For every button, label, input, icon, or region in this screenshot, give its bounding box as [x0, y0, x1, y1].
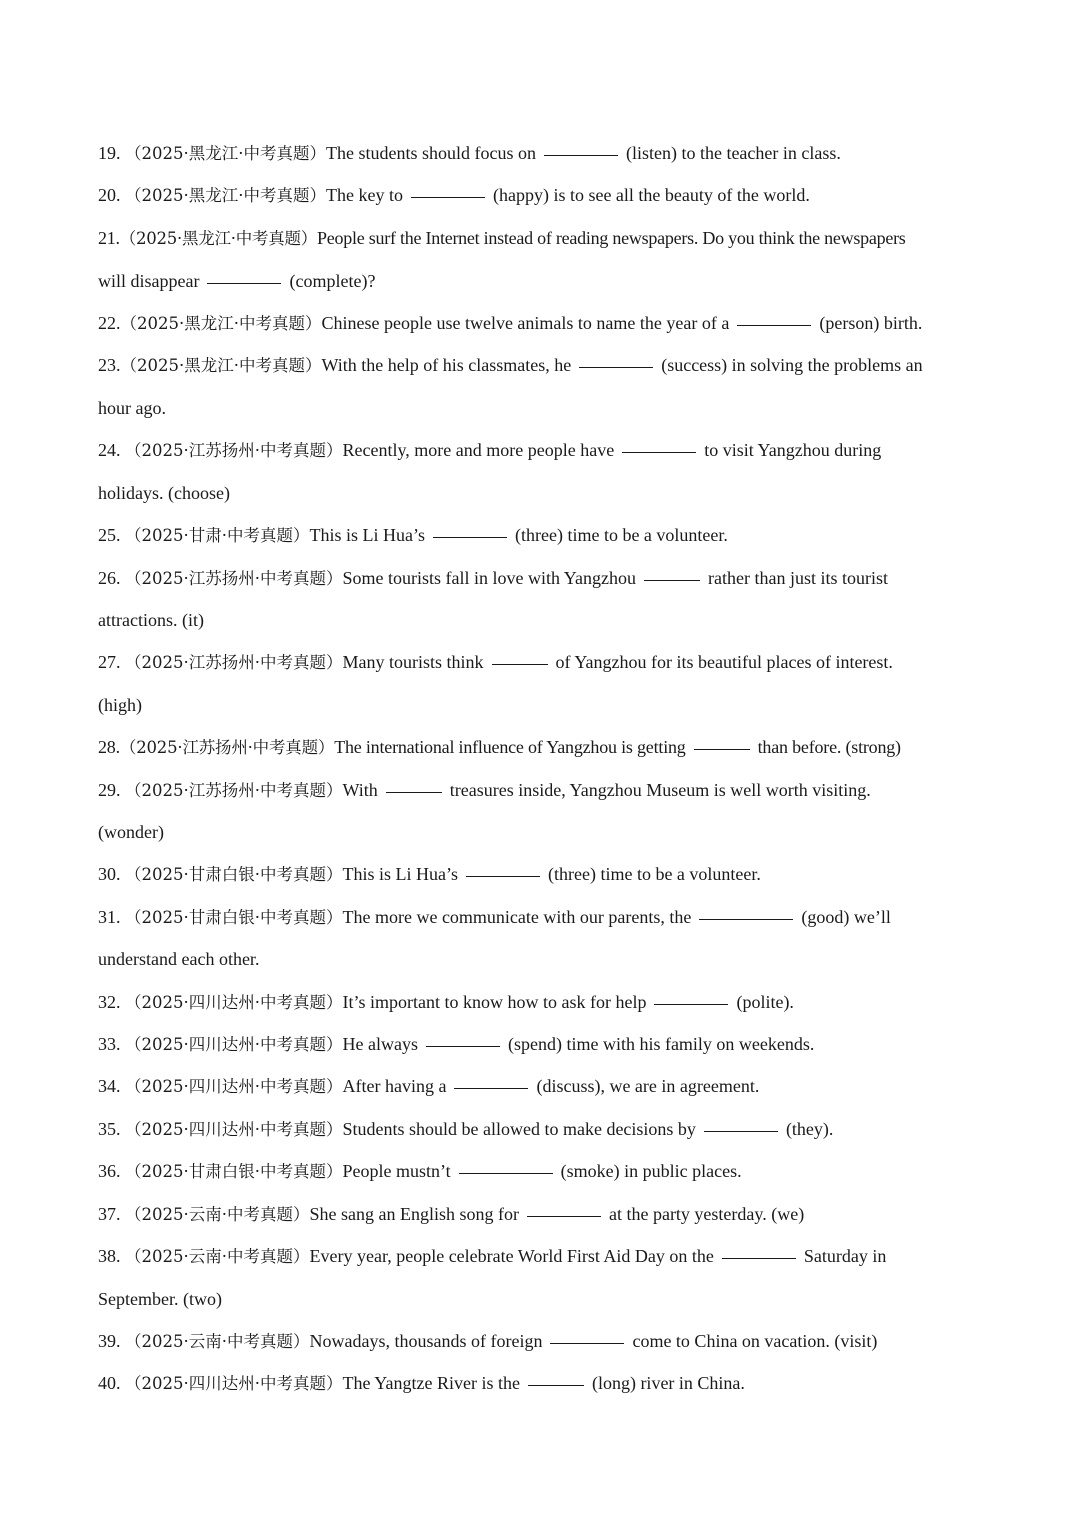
question-source: （2025·四川达州·中考真题）	[125, 1374, 343, 1393]
question-text: With	[342, 780, 378, 800]
question-source: （2025·四川达州·中考真题）	[125, 1077, 343, 1096]
question-source: （2025·四川达州·中考真题）	[125, 993, 343, 1012]
question-number: 23.	[98, 355, 121, 375]
question-source: （2025·黑龙江·中考真题）	[125, 186, 326, 205]
question-text: (success) in solving the problems an	[661, 355, 923, 375]
question-text: People mustn’t	[342, 1161, 451, 1181]
question-text: of Yangzhou for its beautiful places of interest.	[555, 652, 893, 672]
question-text: This is Li Hua’s	[309, 525, 425, 545]
question-source: （2025·黑龙江·中考真题）	[120, 356, 322, 375]
question-number: 20.	[98, 185, 121, 205]
answer-blank[interactable]	[454, 1087, 528, 1089]
question-29-continued: (wonder)	[98, 822, 164, 842]
question-source: （2025·江苏扬州·中考真题）	[125, 781, 343, 800]
question-text: (polite).	[736, 992, 794, 1012]
question-number: 24.	[98, 440, 121, 460]
question-27	[98, 641, 984, 685]
question-source: （2025·黑龙江·中考真题）	[120, 314, 322, 333]
answer-blank[interactable]	[527, 1215, 601, 1217]
question-number: 38.	[98, 1246, 121, 1266]
answer-blank[interactable]	[411, 196, 485, 198]
question-text: (spend) time with his family on weekends.	[507, 1034, 815, 1054]
answer-blank[interactable]	[426, 1045, 500, 1047]
question-28	[98, 726, 984, 770]
answer-blank[interactable]	[466, 875, 540, 877]
question-number: 30.	[98, 864, 121, 884]
question-source: （2025·江苏扬州·中考真题）	[125, 569, 343, 588]
question-text: The more we communicate with our parents, the	[342, 907, 692, 927]
question-number: 34.	[98, 1076, 121, 1096]
answer-blank[interactable]	[704, 1130, 778, 1132]
question-text: The Yangtze River is the	[342, 1373, 520, 1393]
question-text: Chinese people use twelve animals to name the year of a	[321, 313, 730, 333]
question-number: 19.	[98, 143, 121, 163]
question-number: 32.	[98, 992, 121, 1012]
question-number: 26.	[98, 568, 121, 588]
question-text: Saturday in	[803, 1246, 887, 1266]
question-source: （2025·甘肃白银·中考真题）	[125, 865, 343, 884]
question-text: He always	[342, 1034, 418, 1054]
question-22	[98, 302, 984, 346]
question-text: People surf the Internet instead of reading newspapers. Do you think the newspapers	[316, 228, 906, 248]
question-text: Many tourists think	[342, 652, 484, 672]
question-number: 36.	[98, 1161, 121, 1181]
question-text: will disappear	[98, 271, 200, 291]
question-text: Some tourists fall in love with Yangzhou	[342, 568, 636, 588]
question-text: (complete)?	[289, 271, 376, 291]
question-39	[98, 1320, 984, 1364]
question-text: Students should be allowed to make decisions by	[342, 1119, 696, 1139]
question-35	[98, 1108, 984, 1152]
question-27-continued: (high)	[98, 695, 142, 715]
question-number: 29.	[98, 780, 121, 800]
question-text: (three) time to be a volunteer.	[547, 864, 761, 884]
question-37	[98, 1193, 984, 1237]
question-text: She sang an English song for	[309, 1204, 519, 1224]
answer-blank[interactable]	[654, 1003, 728, 1005]
answer-blank[interactable]	[722, 1257, 796, 1259]
question-source: （2025·江苏扬州·中考真题）	[119, 738, 335, 757]
question-text: Recently, more and more people have	[342, 440, 615, 460]
question-number: 27.	[98, 652, 121, 672]
question-23-continued: hour ago.	[98, 398, 166, 418]
question-text: Every year, people celebrate World First Aid Day on the	[309, 1246, 714, 1266]
question-text: After having a	[342, 1076, 447, 1096]
question-number: 37.	[98, 1204, 121, 1224]
question-number: 28.	[98, 737, 120, 757]
question-19	[98, 132, 984, 176]
question-source: （2025·甘肃·中考真题）	[125, 526, 310, 545]
answer-blank[interactable]	[699, 918, 793, 920]
question-source: （2025·云南·中考真题）	[125, 1332, 310, 1351]
question-number: 22.	[98, 313, 121, 333]
question-text: treasures inside, Yangzhou Museum is well worth visiting.	[449, 780, 871, 800]
question-text: This is Li Hua’s	[342, 864, 458, 884]
answer-blank[interactable]	[386, 791, 442, 793]
question-text: (smoke) in public places.	[560, 1161, 742, 1181]
answer-blank[interactable]	[433, 536, 507, 538]
question-number: 39.	[98, 1331, 121, 1351]
question-29	[98, 769, 984, 813]
question-text: (person) birth.	[819, 313, 923, 333]
question-text: Nowadays, thousands of foreign	[309, 1331, 543, 1351]
question-text: With the help of his classmates, he	[321, 355, 572, 375]
question-30	[98, 853, 984, 897]
question-source: （2025·甘肃白银·中考真题）	[125, 908, 343, 927]
question-text: (good) we’ll	[801, 907, 891, 927]
answer-blank[interactable]	[579, 366, 653, 368]
question-text: It’s important to know how to ask for help	[342, 992, 647, 1012]
question-26-continued: attractions. (it)	[98, 610, 204, 630]
answer-blank[interactable]	[544, 154, 618, 156]
question-source: （2025·四川达州·中考真题）	[125, 1035, 343, 1054]
question-text: (three) time to be a volunteer.	[514, 525, 728, 545]
answer-blank[interactable]	[207, 282, 281, 284]
answer-blank[interactable]	[528, 1384, 584, 1386]
question-text: (listen) to the teacher in class.	[625, 143, 841, 163]
question-text: at the party yesterday. (we)	[608, 1204, 805, 1224]
question-34	[98, 1065, 984, 1109]
answer-blank[interactable]	[737, 324, 811, 326]
question-number: 21.	[98, 228, 120, 248]
question-text: (happy) is to see all the beauty of the world.	[492, 185, 810, 205]
question-number: 33.	[98, 1034, 121, 1054]
question-number: 25.	[98, 525, 121, 545]
question-text: The international influence of Yangzhou is getting	[334, 737, 686, 757]
answer-blank[interactable]	[492, 663, 548, 665]
question-number: 40.	[98, 1373, 121, 1393]
question-source: （2025·四川达州·中考真题）	[125, 1120, 343, 1139]
question-source: （2025·江苏扬州·中考真题）	[125, 653, 343, 672]
question-source: （2025·黑龙江·中考真题）	[119, 229, 317, 248]
question-source: （2025·云南·中考真题）	[125, 1247, 310, 1266]
question-text: (discuss), we are in agreement.	[536, 1076, 760, 1096]
question-21	[98, 217, 984, 261]
question-text: rather than just its tourist	[707, 568, 888, 588]
question-23	[98, 344, 984, 388]
answer-blank[interactable]	[694, 748, 750, 750]
question-25	[98, 514, 984, 558]
question-source: （2025·江苏扬州·中考真题）	[125, 441, 343, 460]
question-40	[98, 1362, 984, 1406]
question-text: to visit Yangzhou during	[704, 440, 882, 460]
question-38	[98, 1235, 984, 1279]
question-text: The students should focus on	[325, 143, 536, 163]
question-source: （2025·甘肃白银·中考真题）	[125, 1162, 343, 1181]
question-source: （2025·云南·中考真题）	[125, 1205, 310, 1224]
question-source: （2025·黑龙江·中考真题）	[125, 144, 326, 163]
question-21-continued	[98, 260, 984, 303]
question-number: 31.	[98, 907, 121, 927]
question-20	[98, 174, 984, 218]
question-32	[98, 981, 984, 1025]
question-text: The key to	[325, 185, 403, 205]
question-26	[98, 557, 984, 601]
question-number: 35.	[98, 1119, 121, 1139]
question-text: (long) river in China.	[591, 1373, 745, 1393]
answer-blank[interactable]	[644, 579, 700, 581]
question-33	[98, 1023, 984, 1067]
answer-blank[interactable]	[459, 1172, 553, 1174]
question-38-continued: September. (two)	[98, 1289, 222, 1309]
answer-blank[interactable]	[622, 451, 696, 453]
question-36	[98, 1150, 984, 1194]
question-text: come to China on vacation. (visit)	[632, 1331, 878, 1351]
question-text: (they).	[785, 1119, 834, 1139]
question-31-continued: understand each other.	[98, 949, 260, 969]
question-24-continued: holidays. (choose)	[98, 483, 230, 503]
question-text: than before. (strong)	[757, 737, 901, 757]
answer-blank[interactable]	[550, 1342, 624, 1344]
question-31	[98, 896, 984, 940]
question-24	[98, 429, 984, 473]
